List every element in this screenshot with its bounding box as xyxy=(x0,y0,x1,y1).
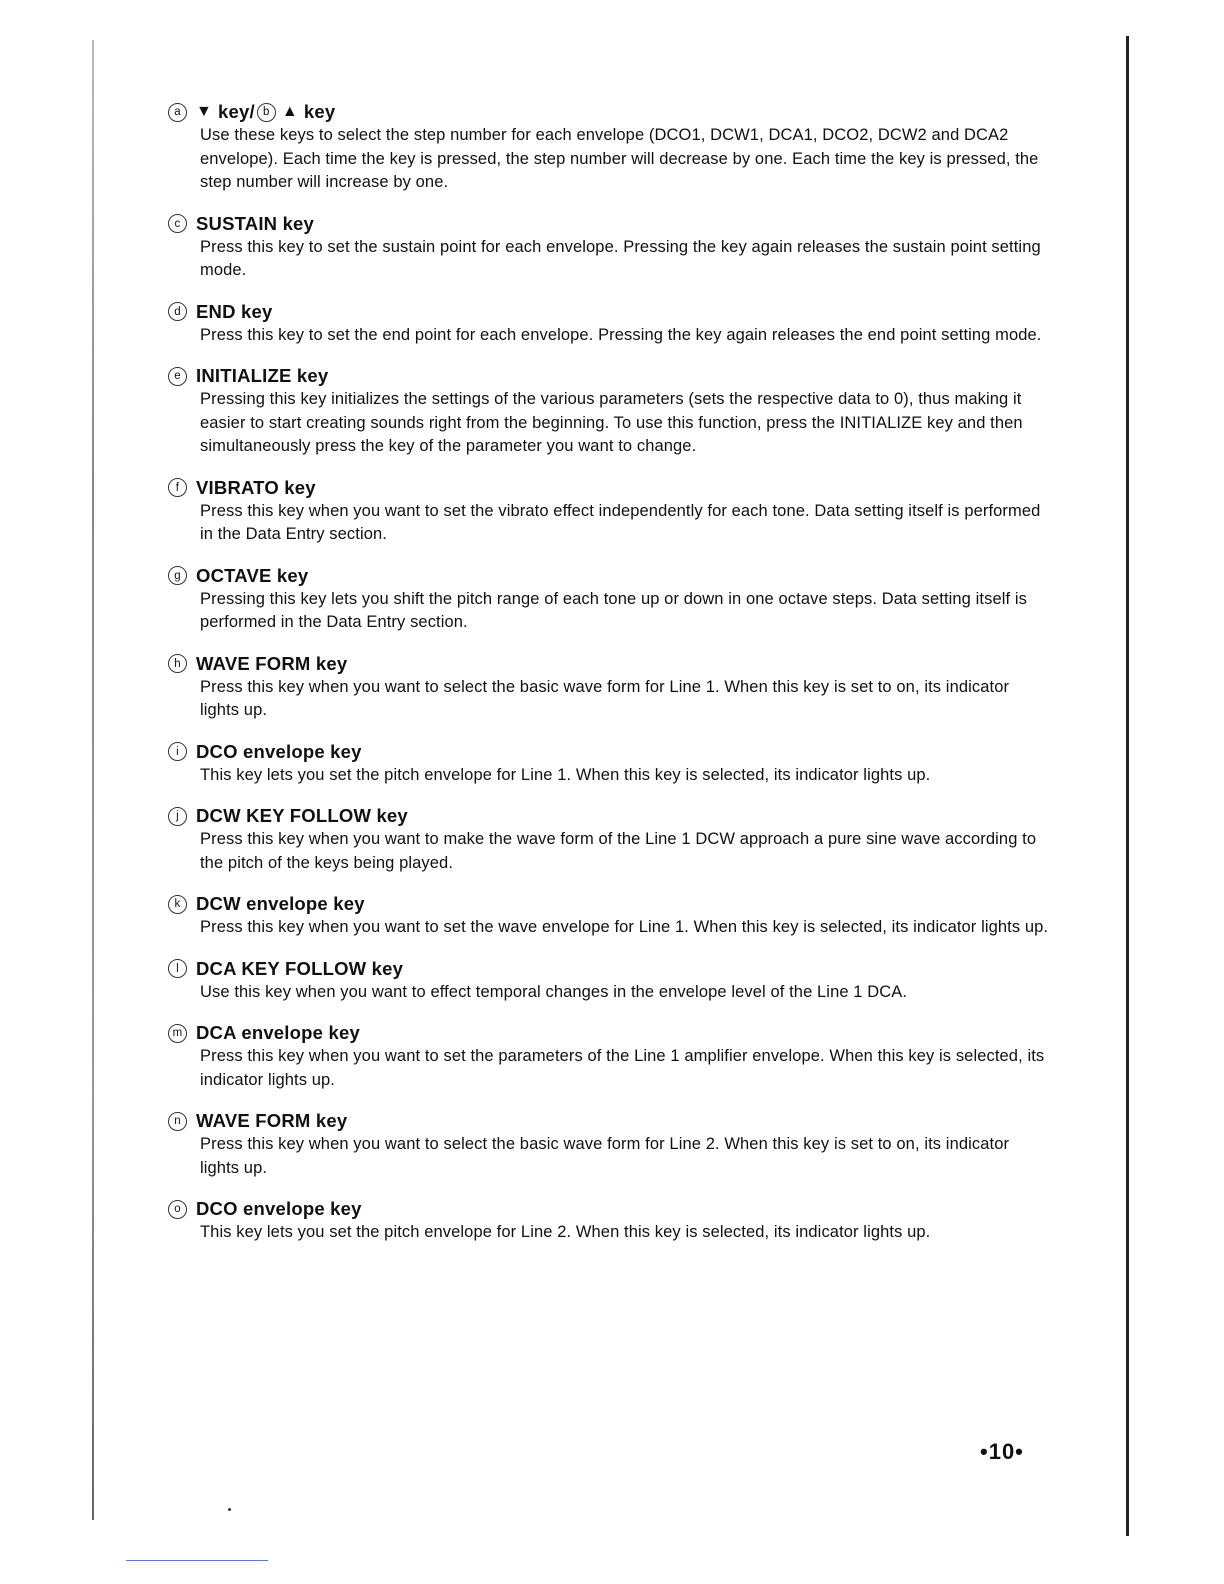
entry-marker: b xyxy=(257,103,276,122)
entry-dca-key-follow-key xyxy=(168,957,1058,1005)
entry-marker: g xyxy=(168,566,187,585)
entry-body: Press this key to set the end point for each envelope. Pressing the key again releases the end point setting mode. xyxy=(200,325,1042,344)
entry-heading xyxy=(168,564,1058,588)
entry-heading xyxy=(168,1021,1058,1045)
bottom-rule xyxy=(126,1560,268,1561)
entry-heading-text: INITIALIZE key xyxy=(196,365,329,386)
entry-heading xyxy=(168,476,1058,500)
entry-heading-text: OCTAVE key xyxy=(196,564,309,586)
entry-heading xyxy=(168,652,1058,676)
entry-heading xyxy=(168,1109,1058,1133)
entry-marker: e xyxy=(168,367,187,386)
entry-heading-text: VIBRATO key xyxy=(196,476,316,498)
entry-dcw-envelope-key xyxy=(168,892,1058,940)
entry-heading-text: key/ xyxy=(218,101,255,122)
scan-edge-right xyxy=(1126,36,1129,1536)
entry-heading xyxy=(168,1197,1058,1221)
entry-heading-text: DCW KEY FOLLOW key xyxy=(196,805,408,826)
entry-body: Pressing this key initializes the settings of the various parameters (sets the respective data to 0), thus making it easier to start creating sounds right from the beginning. To use this function, press the INITIALIZE key and then simultaneously press the key of the parameter you want to change. xyxy=(200,390,1023,455)
entry-body: Use this key when you want to effect temporal changes in the envelope level of the Line 1 DCA. xyxy=(200,982,908,1001)
entry-marker: h xyxy=(168,654,187,673)
entry-body: Press this key when you want to select the basic wave form for Line 2. When this key is set to on, its indicator lights up. xyxy=(200,1135,1010,1177)
entry-body: This key lets you set the pitch envelope for Line 1. When this key is selected, its indicator lights up. xyxy=(200,765,931,784)
entry-octave-key xyxy=(168,564,1058,635)
entry-heading-text: DCW envelope key xyxy=(196,893,365,914)
entry-heading-text: WAVE FORM key xyxy=(196,1110,348,1131)
entry-marker: d xyxy=(168,302,187,321)
entry-heading-text: key xyxy=(303,101,336,122)
key-descriptions xyxy=(168,100,1058,1262)
entry-initialize-key xyxy=(168,364,1058,459)
entry-heading xyxy=(168,740,1058,764)
entry-heading xyxy=(168,892,1058,916)
entry-body: Pressing this key lets you shift the pitch range of each tone up or down in one octave steps. Data setting itself is performed in the Data Entry section. xyxy=(200,589,1027,631)
scan-speck xyxy=(228,1508,231,1511)
step-down-icon: ▼ xyxy=(196,103,213,120)
entry-heading xyxy=(168,300,1058,324)
entry-body: Press this key when you want to set the parameters of the Line 1 amplifier envelope. When this key is selected, its indicator lights up. xyxy=(200,1047,1045,1089)
entry-marker: j xyxy=(168,807,187,826)
scan-edge-left xyxy=(92,40,94,1520)
entry-dcw-key-follow-key xyxy=(168,804,1058,875)
entry-wave-form-key-line2 xyxy=(168,1109,1058,1180)
entry-marker: n xyxy=(168,1112,187,1131)
entry-dca-envelope-key xyxy=(168,1021,1058,1092)
entry-marker: k xyxy=(168,895,187,914)
entry-dco-envelope-key-line2 xyxy=(168,1197,1058,1245)
entry-heading xyxy=(168,804,1058,828)
entry-heading xyxy=(168,100,1058,124)
entry-end-key xyxy=(168,300,1058,348)
entry-marker: l xyxy=(168,959,187,978)
entry-heading-text: DCA KEY FOLLOW key xyxy=(196,957,404,979)
entry-heading-text: DCO envelope key xyxy=(196,1198,362,1219)
entry-vibrato-key xyxy=(168,476,1058,547)
entry-marker: i xyxy=(168,742,187,761)
entry-marker: o xyxy=(168,1200,187,1219)
entry-marker: f xyxy=(168,478,187,497)
entry-heading-text: SUSTAIN key xyxy=(196,212,315,234)
entry-heading xyxy=(168,212,1058,236)
entry-marker: a xyxy=(168,103,187,122)
entry-heading-text: DCA envelope key xyxy=(196,1022,360,1043)
entry-body: Use these keys to select the step number for each envelope (DCO1, DCW1, DCA1, DCO2, DCW2 and DCA2 envelope). Each time the key is pressed, the step number will decrease by one. Each time the key is pressed, the step number will increase by one. xyxy=(200,126,1039,191)
entry-body: Press this key when you want to set the wave envelope for Line 1. When this key is selected, its indicator lights up. xyxy=(200,918,1049,936)
entry-marker: c xyxy=(168,214,187,233)
entry-body: Press this key when you want to make the wave form of the Line 1 DCW approach a pure sine wave according to the pitch of the keys being played. xyxy=(200,830,1037,872)
entry-wave-form-key-line1 xyxy=(168,652,1058,723)
entry-sustain-key xyxy=(168,212,1058,283)
page-number: •10• xyxy=(980,1439,1024,1464)
entry-step-keys xyxy=(168,100,1058,195)
entry-marker: m xyxy=(168,1024,187,1043)
entry-body: Press this key when you want to set the vibrato effect independently for each tone. Data setting itself is performed in the Data Entry section. xyxy=(200,501,1041,543)
entry-dco-envelope-key-line1 xyxy=(168,740,1058,788)
step-up-icon: ▲ xyxy=(281,103,298,120)
entry-heading xyxy=(168,957,1058,981)
entry-heading xyxy=(168,364,1058,388)
entry-body: Press this key to set the sustain point for each envelope. Pressing the key again releases the sustain point setting mode. xyxy=(200,237,1041,279)
entry-body: Press this key when you want to select the basic wave form for Line 1. When this key is set to on, its indicator lights up. xyxy=(200,677,1010,719)
entry-heading-text: WAVE FORM key xyxy=(196,652,348,674)
entry-body: This key lets you set the pitch envelope for Line 2. When this key is selected, its indicator lights up. xyxy=(200,1223,931,1241)
entry-heading-text: END key xyxy=(196,300,273,322)
entry-heading-text: DCO envelope key xyxy=(196,740,362,762)
